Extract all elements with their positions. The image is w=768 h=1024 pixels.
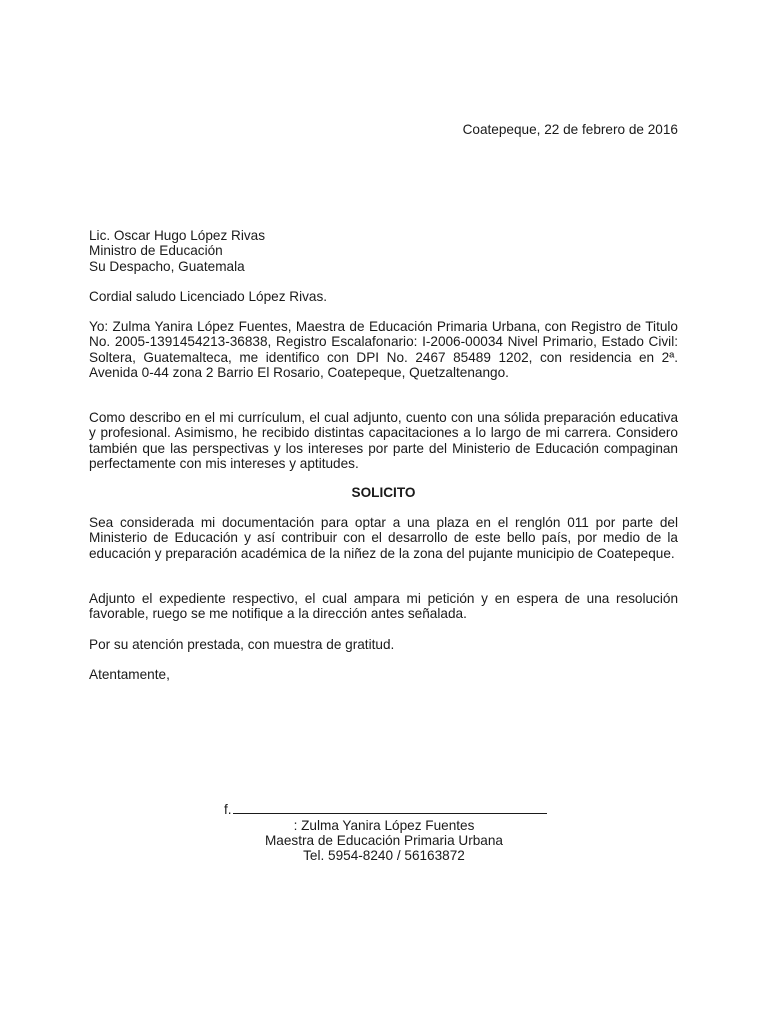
paragraph-identification: Yo: Zulma Yanira López Fuentes, Maestra de Educación Primaria Urbana, con Registro de Titulo No. 2005-1391454213-36838, Registro Escalafonario: I-2006-00034 Nivel Primario, Estado Civil: Soltera, Guatemalteca, me identifico con DPI No. 2467 85489 1202, con residencia en 2ª. Avenida 0-44 zona 2 Barrio El Rosario, Coatepeque, Quetzaltenango.	[89, 319, 678, 381]
signature-rule	[233, 801, 547, 814]
paragraph-attachment: Adjunto el expediente respectivo, el cual ampara mi petición y en espera de una resolución favorable, ruego se me notifique a la dirección antes señalada.	[89, 591, 678, 622]
signature-title: Maestra de Educación Primaria Urbana	[264, 833, 503, 848]
signature-name: : Zulma Yanira López Fuentes	[293, 818, 475, 833]
signature-prefix: f.	[224, 802, 232, 817]
recipient-location: Su Despacho, Guatemala	[89, 258, 245, 274]
recipient-title: Ministro de Educación	[89, 243, 223, 259]
signature-phone: Tel. 5954-8240 / 56163872	[303, 848, 465, 863]
letter-date: Coatepeque, 22 de febrero de 2016	[462, 122, 678, 137]
recipient-block	[89, 228, 678, 274]
paragraph-experience: Como describo en el mi currículum, el cual adjunto, cuento con una sólida preparación educativa y profesional. Asimismo, he recibido distintas capacitaciones a lo largo de mi carrera. Considero también que las perspectivas y los intereses por parte del Ministerio de Educación compaginan perfectamente con mis intereses y aptitudes.	[89, 410, 678, 472]
greeting: Cordial saludo Licenciado López Rivas.	[89, 289, 328, 304]
signature-line	[224, 801, 547, 817]
closing: Atentamente,	[89, 667, 170, 682]
paragraph-request: Sea considerada mi documentación para optar a una plaza en el renglón 011 por parte del Ministerio de Educación y así contribuir con el desarrollo de este bello país, por medio de la educación y preparación académica de la niñez de la zona del pujante municipio de Coatepeque.	[89, 515, 678, 561]
thanks-line: Por su atención prestada, con muestra de gratitud.	[89, 637, 395, 652]
heading-solicito: SOLICITO	[351, 485, 416, 500]
recipient-name: Lic. Oscar Hugo López Rivas	[89, 228, 266, 243]
